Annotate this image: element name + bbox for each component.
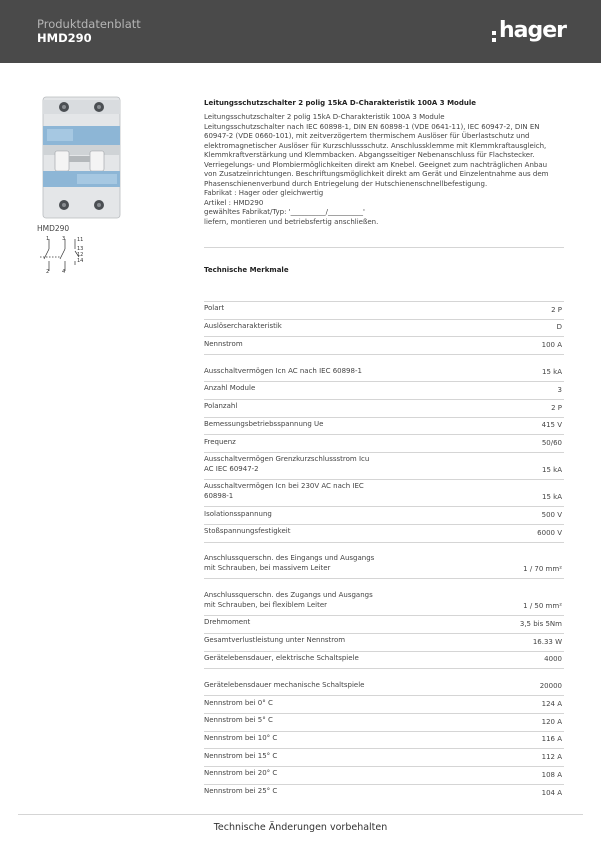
spec-label: Stoßspannungsfestigkeit (204, 527, 291, 536)
schematic-label-1: 1 (46, 236, 50, 242)
spec-table (204, 301, 564, 802)
product-code: HMD290 (37, 31, 92, 45)
footer-note: Technische Änderungen vorbehalten (213, 822, 388, 833)
spec-label: Nennstrom (204, 339, 243, 348)
spec-row (204, 399, 564, 417)
spec-row (204, 381, 564, 399)
spec-label: Nennstrom bei 10° C (204, 733, 278, 742)
image-caption: HMD290 (37, 224, 70, 233)
spec-label: Gesamtverlustleistung unter Nennstrom (204, 636, 346, 644)
spec-label: Isolationsspannung (204, 509, 272, 518)
spec-label: Polanzahl (204, 402, 238, 411)
spec-value: 15 kA (542, 493, 562, 502)
spec-row (204, 748, 564, 766)
spec-value: 2 P (551, 305, 562, 314)
spec-label: Ausschaltvermögen Icn AC nach IEC 60898-1 (204, 366, 362, 375)
spec-value: 3,5 bis 5Nm (519, 619, 562, 628)
spec-label: Frequenz (204, 437, 236, 446)
spec-value: 112 A (541, 753, 562, 762)
spec-row (204, 479, 564, 506)
spec-row (204, 434, 564, 452)
description-line: Artikel : HMD290 (204, 198, 264, 207)
spec-label: Ausschaltvermögen Icn bei 230V AC nach IEC 60898-1 (204, 482, 364, 500)
description-line: liefern, montieren und betriebsfertig anschließen. (204, 217, 379, 226)
schematic-label-13: 13 (77, 246, 84, 252)
spec-value: 108 A (541, 770, 562, 779)
spec-label: Nennstrom bei 20° C (204, 769, 278, 778)
spec-value: 4000 (544, 655, 562, 664)
description-line: Leitungsschutzschalter nach IEC 60898-1, DIN EN 60898-1 (VDE 0641-11), IEC 60947-2, DIN EN (204, 122, 540, 131)
circuit-schematic-icon (37, 235, 87, 275)
spec-label: Ausschaltvermögen Grenzkurzschlussstrom Icu AC IEC 60947-2 (204, 455, 370, 473)
spec-label: Polart (204, 304, 225, 313)
spec-label: Gerätelebensdauer, elektrische Schaltspiele (204, 653, 359, 662)
description-line: Klemmkraftverstärkung und Klemmbacken. Abgangsseitiger Nebenanschluss für Flachstecker. (204, 151, 535, 159)
spec-value: 16.33 W (532, 637, 562, 646)
schematic-label-2: 2 (46, 269, 50, 275)
spec-row (204, 542, 564, 579)
spec-value: 3 (557, 385, 562, 394)
spec-value: 20000 (539, 682, 562, 691)
spec-label: Nennstrom bei 15° C (204, 751, 278, 760)
spec-row (204, 731, 564, 749)
spec-label: Anschlussquerschn. des Eingangs und Ausgangs mit Schrauben, bei massivem Leiter (204, 554, 375, 572)
spec-row (204, 506, 564, 524)
logo-wordmark: hager (499, 18, 567, 43)
spec-label: Nennstrom bei 5° C (204, 716, 273, 725)
spec-row (204, 578, 564, 615)
spec-row (204, 615, 564, 633)
spec-label: Anschlussquerschn. des Zugangs und Ausgangs mit Schrauben, bei flexiblem Leiter (204, 591, 373, 609)
footer-divider (18, 814, 583, 815)
schematic-label-3: 3 (62, 236, 66, 242)
spec-row (204, 668, 564, 695)
product-image (37, 96, 126, 219)
spec-row (204, 354, 564, 381)
description-line: Leitungsschutzschalter 2 polig 15kA D-Charakteristik 100A 3 Module (204, 113, 445, 121)
spec-row (204, 301, 564, 319)
spec-row (204, 766, 564, 784)
spec-row (204, 452, 564, 479)
spec-value: 415 V (541, 421, 562, 430)
spec-row (204, 651, 564, 669)
spec-label: Drehmoment (204, 618, 251, 627)
spec-value: 116 A (541, 735, 562, 744)
spec-value: 1 / 50 mm² (523, 602, 562, 611)
spec-value: 50/60 (541, 439, 562, 447)
description-line: 60947-2 (VDE 0660-101), mit zeitverzögertem thermischem Auslöser für Überlastschutz und (204, 132, 530, 140)
spec-label: Gerätelebensdauer mechanische Schaltspiele (204, 680, 365, 689)
spec-value: 500 V (541, 511, 562, 520)
spec-row (204, 524, 564, 542)
spec-row (204, 695, 564, 713)
schematic-label-12: 12 (77, 252, 84, 258)
product-title: Leitungsschutzschalter 2 polig 15kA D-Charakteristik 100A 3 Module (204, 99, 476, 107)
spec-value: 1 / 70 mm² (523, 565, 562, 574)
description-line: elektromagnetischer Auslöser für Kurzschlussschutz. Anschlussklemme mit Klemmkraftausgleich, (204, 141, 547, 150)
description-line: von Zusatzeinrichtungen. Beschriftungsmöglichkeit direkt am Gerät und Einzelentnahme aus dem (204, 170, 549, 178)
spec-label: Nennstrom bei 25° C (204, 787, 278, 795)
schematic-label-11: 11 (77, 237, 84, 243)
section-divider (204, 247, 564, 248)
document-type: Produktdatenblatt (37, 17, 141, 31)
description-line: Verriegelungs- und Plombiermöglichkeiten direkt am Knebel. Geeignet zum nachträglichen Anbau (204, 160, 548, 169)
description-line: Phasenschienenverbund durch Entriegelung der Hutschienenschnellbefestigung. (204, 179, 488, 188)
spec-row (204, 713, 564, 731)
description-line: gewähltes Fabrikat/Typ: '__________/__________' (204, 208, 365, 216)
spec-value: 15 kA (542, 368, 562, 377)
spec-value: 124 A (541, 700, 562, 709)
hager-logo (492, 19, 566, 43)
schematic-label-14: 14 (77, 258, 84, 264)
spec-label: Auslösercharakteristik (204, 321, 282, 330)
description-line: Fabrikat : Hager oder gleichwertig (204, 189, 324, 197)
logo-colon-mark (492, 23, 496, 43)
section-title: Technische Merkmale (204, 266, 289, 274)
spec-value: 2 P (551, 403, 562, 412)
spec-value: 100 A (541, 341, 562, 350)
spec-value: D (556, 323, 562, 332)
page-header (0, 0, 601, 63)
spec-row (204, 784, 564, 802)
spec-value: 15 kA (542, 466, 562, 475)
spec-row (204, 633, 564, 651)
spec-row (204, 336, 564, 354)
spec-label: Anzahl Module (204, 384, 256, 393)
spec-row (204, 417, 564, 435)
spec-value: 6000 V (537, 528, 562, 537)
schematic-label-4: 4 (62, 269, 66, 275)
spec-label: Bemessungsbetriebsspannung Ue (204, 419, 324, 428)
spec-label: Nennstrom bei 0° C (204, 698, 273, 707)
spec-value: 120 A (541, 717, 562, 726)
spec-row (204, 319, 564, 337)
product-description (204, 113, 574, 227)
spec-value: 104 A (541, 788, 562, 797)
